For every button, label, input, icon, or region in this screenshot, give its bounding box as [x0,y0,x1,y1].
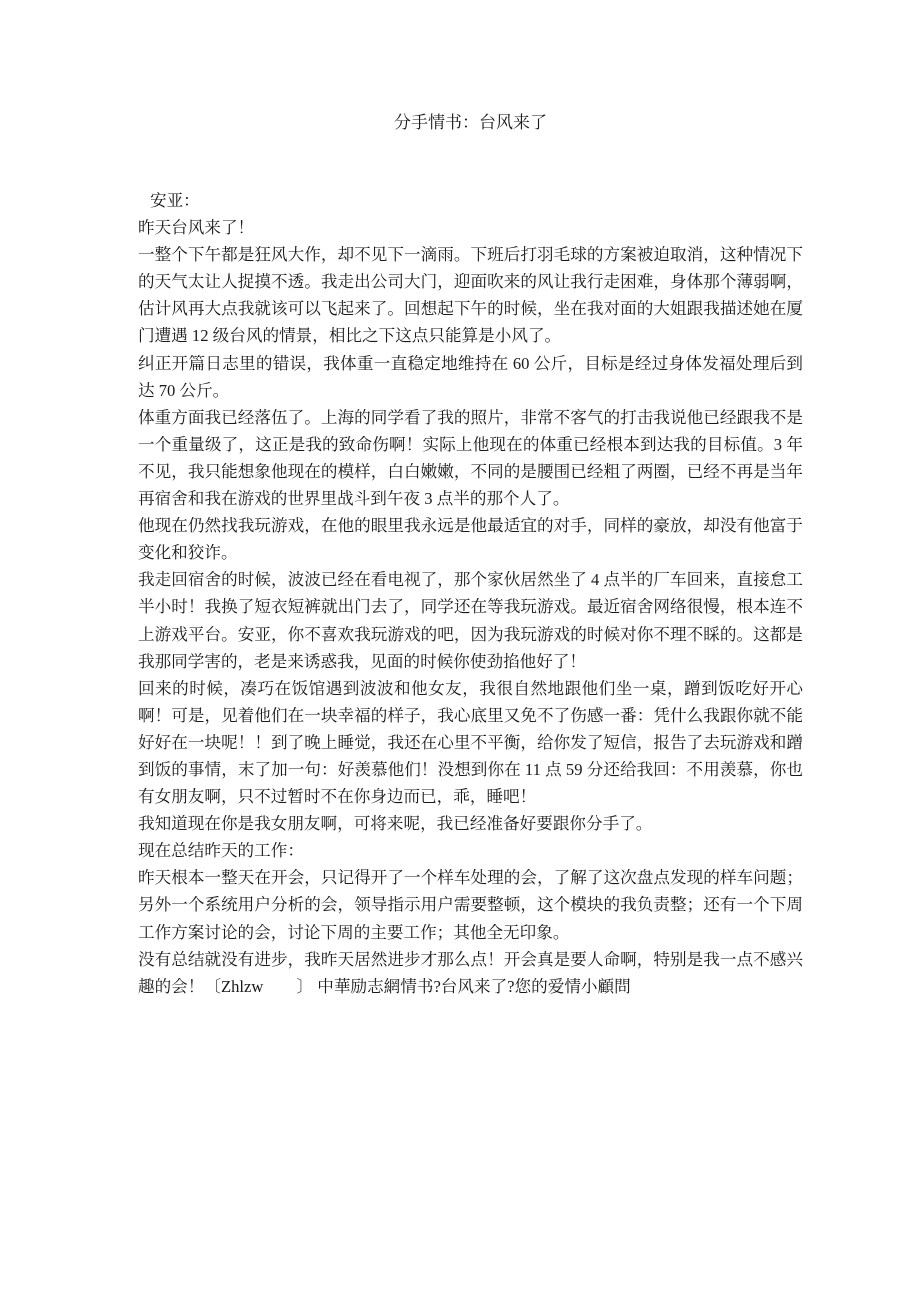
paragraph: 我走回宿舍的时候，波波已经在看电视了，那个家伙居然坐了 4 点半的厂车回来，直接怠工半小时！我换了短衣短裤就出门去了，同学还在等我玩游戏。最近宿舍网络很慢，根本连不上游戏平台。安亚，你不喜欢我玩游戏的吧，因为我玩游戏的时候对你不理不睬的。这都是我那同学害的，老是来诱惑我，见面的时候你使劲掐他好了！ [138,570,803,671]
page-title: 分手情书：台风来了 [394,113,547,132]
paragraph: 他现在仍然找我玩游戏，在他的眼里我永远是他最适宜的对手，同样的豪放，却没有他富于变化和狡诈。 [138,516,803,563]
paragraph: 回来的时候，凑巧在饭馆遇到波波和他女友，我很自然地跟他们坐一桌，蹭到饭吃好开心啊！可是，见着他们在一块幸福的样子，我心底里又免不了伤感一番：凭什么我跟你就不能好好在一块呢！！到了晚上睡觉，我还在心里不平衡，给你发了短信，报告了去玩游戏和蹭到饭的事情，末了加一句：好羡慕他们！没想到你在 11 点 59 分还给我回：不用羡慕，你也有女朋友啊，只不过暂时不在你身边而已，乖，睡吧！ [138,678,803,807]
paragraph: 没有总结就没有进步，我昨天居然进步才那么点！开会真是要人命啊，特别是我一点不感兴趣的会！〔Zhlzw 〕 中華励志網情书?台风来了?您的爱情小顧問 [138,949,803,996]
paragraph: 昨天根本一整天在开会，只记得开了一个样车处理的会，了解了这次盘点发现的样车问题；另外一个系统用户分析的会，领导指示用户需要整顿，这个模块的我负责整；还有一个下周工作方案讨论的会，讨论下周的主要工作；其他全无印象。 [138,868,803,942]
paragraph: 体重方面我已经落伍了。上海的同学看了我的照片，非常不客气的打击我说他已经跟我不是一个重量级了，这正是我的致命伤啊！实际上他现在的体重已经根本到达我的目标值。3 年不见，我只能想象他现在的模样，白白嫩嫩，不同的是腰围已经粗了两圈，已经不再是当年再宿舍和我在游戏的世界里战斗到午夜 3 点半的那个人了。 [138,407,803,509]
paragraph: 一整个下午都是狂风大作，却不见下一滴雨。下班后打羽毛球的方案被迫取消，这种情况下的天气太让人捉摸不透。我走出公司大门，迎面吹来的风让我行走困难，身体那个薄弱啊，估计风再大点我就该可以飞起来了。回想起下午的时候，坐在我对面的大姐跟我描述她在厦门遭遇 12 级台风的情景，相比之下这点只能算是小风了。 [138,245,803,346]
paragraph: 纠正开篇日志里的错误，我体重一直稳定地维持在 60 公斤，目标是经过身体发福处理后到达 70 公斤。 [138,353,803,400]
letter-body [138,187,803,1000]
paragraph: 我知道现在你是我女朋友啊，可将来呢，我已经准备好要跟你分手了。 [138,814,653,834]
salutation-line: 安亚： [150,191,200,210]
paragraph: 昨天台风来了！ [138,218,255,238]
paragraph: 现在总结昨天的工作： [138,841,304,861]
